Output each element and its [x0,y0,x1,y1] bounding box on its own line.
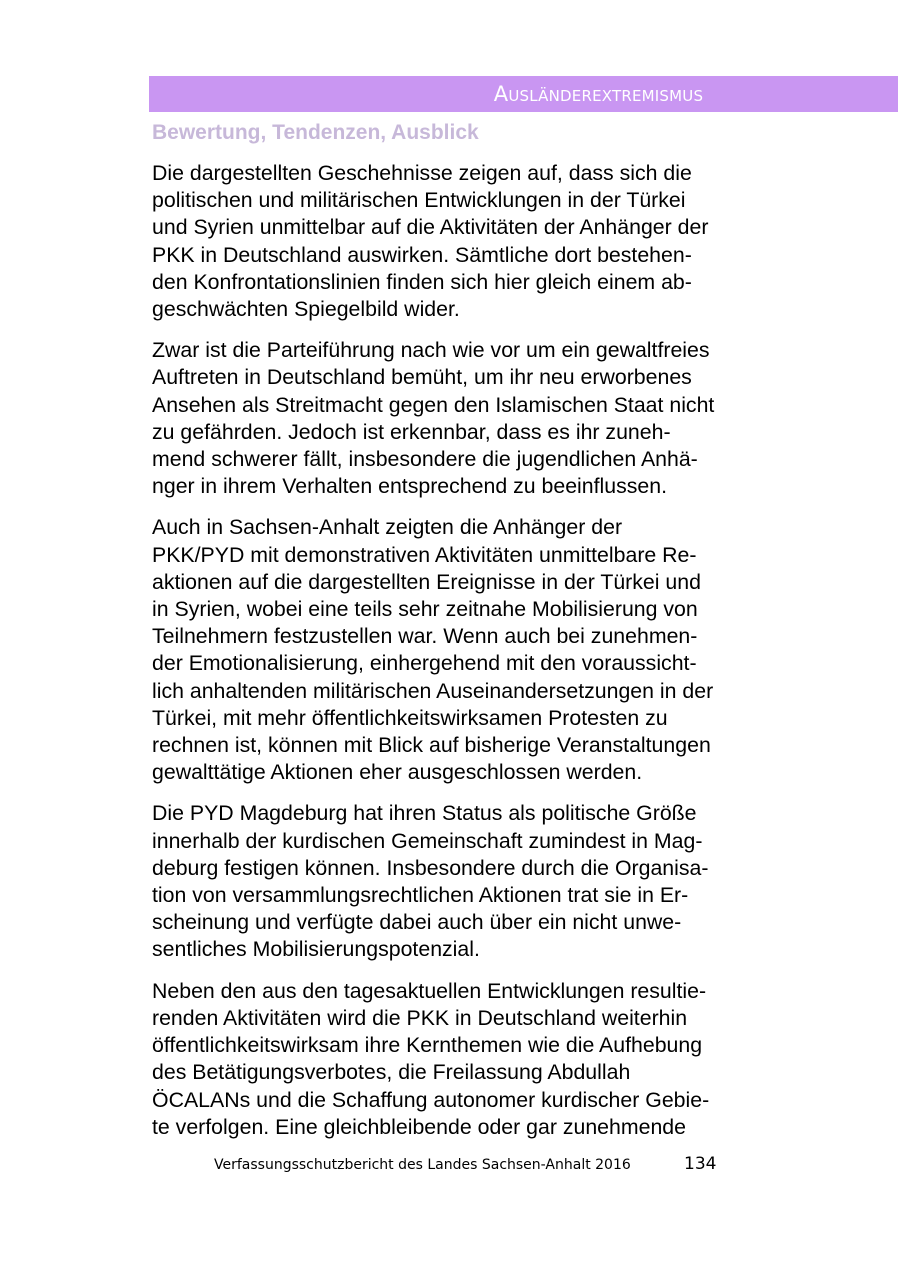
paragraph-line: politischen und militärischen Entwicklungen in der Türkei [152,188,686,213]
paragraph-line: te verfolgen. Eine gleichbleibende oder gar zunehmende [152,1114,686,1139]
subheading: Bewertung, Tendenzen, Ausblick [152,121,479,144]
paragraph [152,800,792,963]
paragraph [152,337,792,500]
section-header-band [149,76,898,112]
paragraph-line: Neben den aus den tagesaktuellen Entwicklungen resultie- [152,978,707,1003]
paragraph [152,160,792,323]
paragraph-line: Ansehen als Streitmacht gegen den Islamischen Staat nicht [152,392,715,417]
paragraph-line: Auftreten in Deutschland bemüht, um ihr neu erworbenes [152,365,692,390]
paragraph-line: lich anhaltenden militärischen Auseinandersetzungen in der [152,678,714,703]
paragraph-line: zu gefährden. Jedoch ist erkennbar, dass es ihr zuneh- [152,419,671,444]
paragraph-line: renden Aktivitäten wird die PKK in Deutschland weiterhin [152,1005,688,1030]
paragraph-line: in Syrien, wobei eine teils sehr zeitnahe Mobilisierung von [152,597,698,622]
paragraph-line: tion von versammlungsrechtlichen Aktionen trat sie in Er- [152,883,689,908]
paragraph-line: sentliches Mobilisierungspotenzial. [152,937,480,962]
footer-text: Verfassungsschutzbericht des Landes Sachsen-Anhalt 2016 [214,1157,631,1173]
section-title: Ausländerextremismus [493,82,704,106]
paragraph-line: aktionen auf die dargestellten Ereignisse in der Türkei und [152,569,701,594]
paragraph-line: deburg festigen können. Insbesondere durch die Organisa- [152,855,709,880]
paragraph-line: mend schwerer fällt, insbesondere die jugendlichen Anhä- [152,447,698,472]
paragraph-line: öffentlichkeitswirksam ihre Kernthemen wie die Aufhebung [152,1033,703,1058]
page-number: 134 [684,1154,717,1174]
paragraph-line: Die dargestellten Geschehnisse zeigen auf, dass sich die [152,161,692,185]
paragraph-line: scheinung und verfügte dabei auch über ein nicht unwe- [152,910,682,935]
paragraph-line: Türkei, mit mehr öffentlichkeitswirksamen Protesten zu [152,705,668,730]
paragraph-line: Zwar ist die Parteiführung nach wie vor um ein gewaltfreies [152,338,710,363]
paragraph [152,978,792,1141]
paragraph-line: gewalttätige Aktionen eher ausgeschlossen werden. [152,760,643,785]
paragraph-line: PKK/PYD mit demonstrativen Aktivitäten unmittelbare Re- [152,542,697,567]
paragraph-line: und Syrien unmittelbar auf die Aktivitäten der Anhänger der [152,215,709,240]
paragraph-line: innerhalb der kurdischen Gemeinschaft zumindest in Mag- [152,828,703,853]
body-text [152,160,792,1155]
paragraph-line: den Konfrontationslinien finden sich hier gleich einem ab- [152,269,692,294]
paragraph-line: der Emotionalisierung, einhergehend mit den voraussicht- [152,651,697,676]
paragraph-line: PKK in Deutschland auswirken. Sämtliche dort bestehen- [152,242,692,267]
paragraph-line: rechnen ist, können mit Blick auf bisherige Veranstaltungen [152,733,711,758]
paragraph-line: Teilnehmern festzustellen war. Wenn auch bei zunehmen- [152,624,698,649]
paragraph-line: Die PYD Magdeburg hat ihren Status als politische Größe [152,801,697,826]
paragraph-line: geschwächten Spiegelbild wider. [152,297,460,322]
paragraph-line: nger in ihrem Verhalten entsprechend zu beeinflussen. [152,474,668,499]
paragraph-line: Auch in Sachsen-Anhalt zeigten die Anhänger der [152,515,623,540]
paragraph [152,514,792,786]
paragraph-line: des Betätigungsverbotes, die Freilassung Abdullah [152,1060,631,1085]
paragraph-line: ÖCALANs und die Schaffung autonomer kurdischer Gebie- [152,1087,710,1112]
